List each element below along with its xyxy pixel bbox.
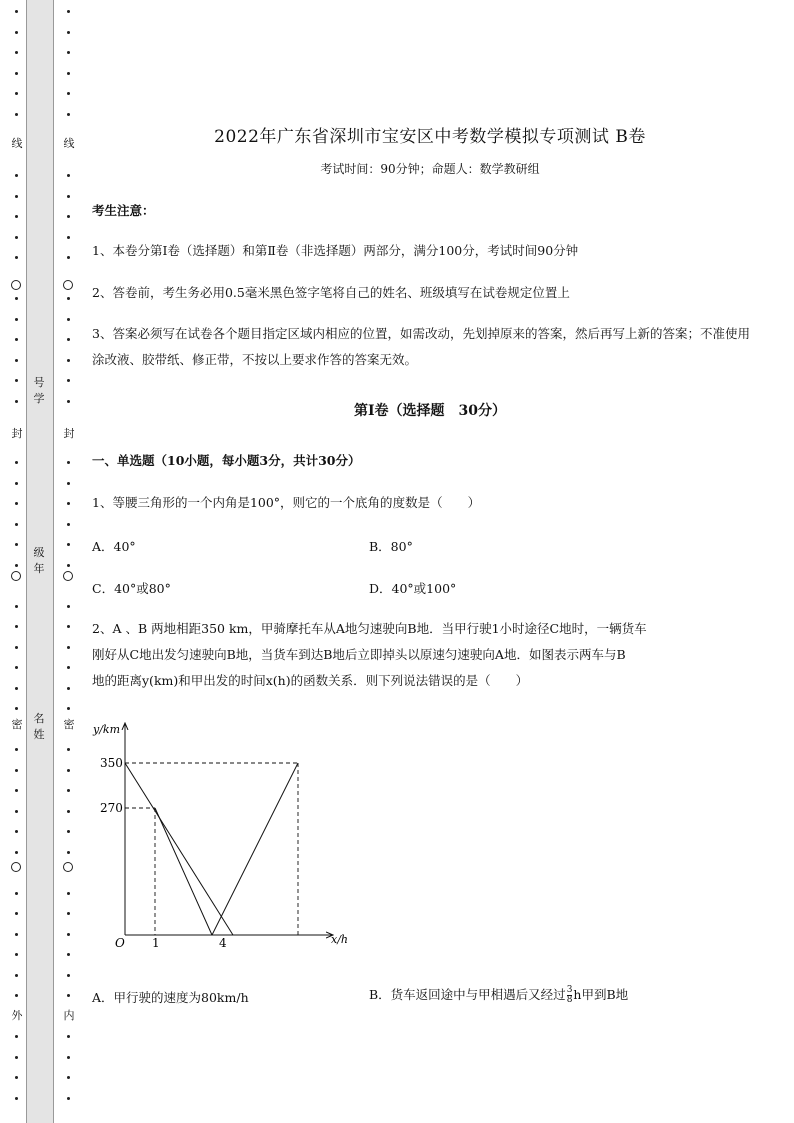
binding-dot bbox=[15, 379, 18, 382]
binding-dot bbox=[67, 523, 70, 526]
binding-dot bbox=[15, 810, 18, 813]
binding-dot bbox=[15, 830, 18, 833]
outer-seal-char: 封 bbox=[11, 427, 23, 440]
binding-dot bbox=[67, 92, 70, 95]
binding-dot bbox=[15, 482, 18, 485]
binding-dot bbox=[15, 256, 18, 259]
binding-dot bbox=[67, 748, 70, 751]
binding-dot bbox=[15, 113, 18, 116]
outer-seal-char: 外 bbox=[11, 1009, 23, 1022]
binding-dot bbox=[67, 892, 70, 895]
y-tick-350: 350 bbox=[100, 756, 123, 770]
binding-dot bbox=[15, 10, 18, 13]
binding-dot bbox=[67, 51, 70, 54]
x-tick-1: 1 bbox=[152, 936, 160, 950]
binding-dot bbox=[15, 51, 18, 54]
binding-dot bbox=[15, 502, 18, 505]
binding-dot bbox=[15, 1097, 18, 1100]
section-title: 第Ⅰ卷（选择题 30分） bbox=[353, 403, 507, 419]
binding-dot bbox=[67, 461, 70, 464]
y-tick-270: 270 bbox=[100, 801, 123, 815]
binding-dot bbox=[15, 933, 18, 936]
binding-dot bbox=[67, 400, 70, 403]
binding-dot bbox=[15, 92, 18, 95]
binding-dot bbox=[67, 502, 70, 505]
student-number-field-label: 号学 bbox=[33, 376, 45, 405]
option-b-suffix: h甲到B地 bbox=[573, 987, 629, 1002]
binding-circle bbox=[11, 571, 21, 581]
binding-dot bbox=[15, 318, 18, 321]
binding-dot bbox=[67, 256, 70, 259]
binding-dot bbox=[15, 892, 18, 895]
binding-dot bbox=[67, 379, 70, 382]
binding-dot bbox=[15, 564, 18, 567]
binding-dot bbox=[67, 830, 70, 833]
question-2-graph bbox=[85, 715, 360, 955]
binding-dot bbox=[67, 974, 70, 977]
binding-dot bbox=[15, 707, 18, 710]
binding-dot bbox=[15, 297, 18, 300]
y-axis-label: y/km bbox=[93, 723, 121, 736]
truck-outbound-line bbox=[155, 808, 212, 935]
question-1-option-a: A．40° bbox=[92, 539, 136, 554]
binding-circle bbox=[11, 280, 21, 290]
inner-seal-char: 密 bbox=[63, 718, 75, 731]
binding-dot bbox=[67, 912, 70, 915]
binding-dot bbox=[67, 174, 70, 177]
binding-dot bbox=[15, 625, 18, 628]
binding-dot bbox=[67, 10, 70, 13]
binding-dot bbox=[15, 687, 18, 690]
fraction-numerator: 3 bbox=[566, 985, 573, 995]
binding-dot bbox=[15, 748, 18, 751]
binding-dot bbox=[15, 1035, 18, 1038]
question-2-option-a: A．甲行驶的速度为80km/h bbox=[92, 990, 249, 1005]
binding-dot bbox=[15, 1076, 18, 1079]
binding-dot bbox=[67, 236, 70, 239]
question-1-stem: 1、等腰三角形的一个内角是100°，则它的一个底角的度数是（ ） bbox=[92, 495, 481, 510]
question-1-option-c: C．40°或80° bbox=[92, 581, 171, 596]
binding-dot bbox=[67, 933, 70, 936]
binding-dot bbox=[15, 912, 18, 915]
binding-dot bbox=[15, 338, 18, 341]
binding-dot bbox=[67, 707, 70, 710]
binding-dot bbox=[67, 687, 70, 690]
part-heading: 一、单选题（10小题，每小题3分，共计30分） bbox=[92, 453, 361, 468]
notice-item: 2、答卷前，考生务必用0.5毫米黑色签字笔将自己的姓名、班级填写在试卷规定位置上 bbox=[92, 285, 570, 300]
binding-dot bbox=[67, 1076, 70, 1079]
binding-dot bbox=[67, 195, 70, 198]
binding-dot bbox=[67, 1035, 70, 1038]
outer-seal-char: 线 bbox=[11, 137, 23, 150]
binding-dot bbox=[67, 851, 70, 854]
truck-return-line bbox=[212, 763, 298, 935]
binding-dot bbox=[67, 646, 70, 649]
inner-seal-char: 线 bbox=[63, 137, 75, 150]
binding-dot bbox=[67, 113, 70, 116]
option-b-prefix: B．货车返回途中与甲相遇后又经过 bbox=[369, 987, 566, 1002]
inner-seal-char: 内 bbox=[63, 1009, 75, 1022]
binding-dot bbox=[67, 810, 70, 813]
binding-dot bbox=[67, 72, 70, 75]
binding-dot bbox=[67, 564, 70, 567]
binding-dot bbox=[15, 400, 18, 403]
binding-dot bbox=[67, 338, 70, 341]
fraction-three-eighths bbox=[567, 986, 573, 1005]
binding-dot bbox=[67, 994, 70, 997]
binding-circle bbox=[63, 862, 73, 872]
binding-dot bbox=[15, 174, 18, 177]
inner-seal-char: 封 bbox=[63, 427, 75, 440]
binding-circle bbox=[63, 280, 73, 290]
binding-dot bbox=[67, 625, 70, 628]
x-axis-label: x/h bbox=[331, 933, 348, 946]
binding-dot bbox=[67, 31, 70, 34]
binding-dot bbox=[15, 789, 18, 792]
binding-dot bbox=[67, 1056, 70, 1059]
binding-dot bbox=[15, 543, 18, 546]
notice-item: 1、本卷分第Ⅰ卷（选择题）和第Ⅱ卷（非选择题）两部分，满分100分，考试时间90分钟 bbox=[92, 243, 579, 258]
binding-dot bbox=[67, 1097, 70, 1100]
binding-dot bbox=[15, 359, 18, 362]
exam-title: 2022年广东省深圳市宝安区中考数学模拟专项测试 B卷 bbox=[214, 127, 646, 147]
binding-dot bbox=[67, 318, 70, 321]
motorcycle-line bbox=[125, 763, 233, 935]
binding-dot bbox=[67, 482, 70, 485]
binding-dot bbox=[15, 851, 18, 854]
binding-dot bbox=[67, 215, 70, 218]
binding-dot bbox=[15, 666, 18, 669]
binding-dot bbox=[15, 461, 18, 464]
question-2-stem-line: 刚好从C地出发匀速驶向B地，当货车到达B地后立即掉头以原速匀速驶向A地．如图表示两车与B bbox=[92, 647, 626, 662]
x-tick-4: 4 bbox=[219, 936, 227, 950]
notice-item: 3、答案必须写在试卷各个题目指定区域内相应的位置，如需改动，先划掉原来的答案，然后再写上新的答案；不准使用涂改液、胶带纸、修正带，不按以上要求作答的答案无效。 bbox=[92, 326, 750, 367]
binding-dot bbox=[15, 974, 18, 977]
binding-dot bbox=[67, 543, 70, 546]
binding-dot bbox=[67, 359, 70, 362]
binding-dot bbox=[67, 789, 70, 792]
binding-circle bbox=[11, 862, 21, 872]
question-2-stem-line: 地的距离y(km)和甲出发的时间x(h)的函数关系．则下列说法错误的是（ ） bbox=[92, 673, 529, 688]
binding-dot bbox=[15, 1056, 18, 1059]
binding-dot bbox=[15, 236, 18, 239]
binding-dot bbox=[15, 605, 18, 608]
binding-dot bbox=[15, 769, 18, 772]
binding-dot bbox=[15, 994, 18, 997]
binding-circle bbox=[63, 571, 73, 581]
binding-dot bbox=[15, 646, 18, 649]
binding-dot bbox=[15, 953, 18, 956]
question-2-stem-line: 2、A 、B 两地相距350 km，甲骑摩托车从A地匀速驶向B地．当甲行驶1小时途径C地时，一辆货车 bbox=[92, 621, 647, 636]
name-field-label: 名姓 bbox=[33, 712, 45, 741]
question-1-option-d: D．40°或100° bbox=[369, 581, 457, 596]
binding-dot bbox=[67, 769, 70, 772]
binding-dot bbox=[67, 297, 70, 300]
notice-heading: 考生注意： bbox=[92, 203, 155, 218]
origin-label: O bbox=[115, 936, 125, 950]
binding-dot bbox=[67, 666, 70, 669]
binding-dot bbox=[15, 72, 18, 75]
question-1-option-b: B．80° bbox=[369, 539, 413, 554]
fraction-denominator: 8 bbox=[566, 995, 573, 1005]
outer-seal-char: 密 bbox=[11, 718, 23, 731]
binding-dot bbox=[15, 215, 18, 218]
grade-field-label: 级年 bbox=[33, 546, 45, 575]
binding-dot bbox=[67, 953, 70, 956]
binding-dot bbox=[67, 605, 70, 608]
binding-dot bbox=[15, 523, 18, 526]
question-2-option-b bbox=[369, 982, 628, 1008]
binding-dot bbox=[15, 31, 18, 34]
exam-subtitle: 考试时间：90分钟；命题人：数学教研组 bbox=[320, 162, 540, 176]
binding-dot bbox=[15, 195, 18, 198]
